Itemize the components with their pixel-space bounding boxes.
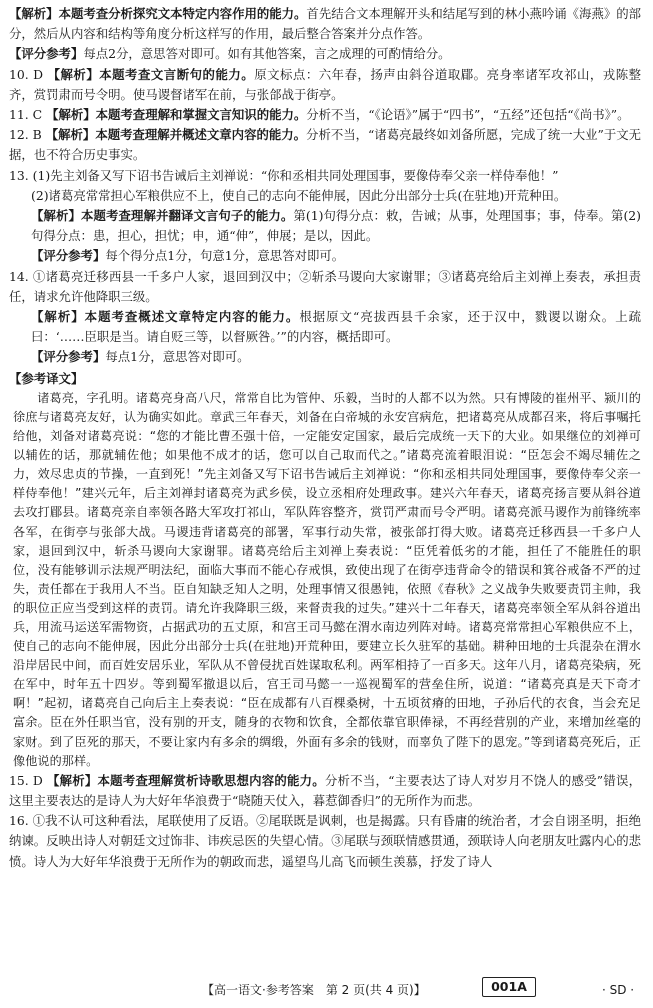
note-tag: 【解析】 [31,208,81,224]
answer-line: 14. ①诸葛亮迁移西县一千多户人家，退回到汉中；②斩杀马谡向大家谢罪；③诸葛亮给后主刘禅上奏表，承担责任，请求允许他降职三级。 [9,268,641,304]
answer-sections-after [9,771,641,872]
note-bold-text: 本题考查理解并翻译文言句子的能力。 [80,208,294,224]
note-bold-text: 本题考查概述文章特定内容的能力。 [84,309,300,325]
answer-note [9,4,641,44]
note-tag: 【解析】 [31,309,85,325]
footer-text: 【高一语文·参考答案 第 2 页(共 4 页)】 [202,983,426,997]
item-bold-text: 本题考查理解和掌握文言知识的能力。 [95,107,307,123]
item-text: 分析不当，“主要表达了诗人对岁月不饶人的感受”错误，这里主要表达的是诗人为大好年华浪费于“晓随天仗入，暮惹御香归”的无所作为而悲。 [9,772,641,808]
note-text: 每点1分，意思答对即可。 [105,349,250,365]
item-text: 分析不当，“《论语》”属于“四书”，“五经”还包括“《尚书》”。 [306,107,630,123]
footer-code-badge: 001A [482,977,536,997]
answer-line: (2)诸葛亮常常担心军粮供应不上，使自己的志向不能伸展，因此分出部分士兵(在驻地)开荒种田。 [31,187,567,203]
answer-line: 16. ①我不认可这种看法，尾联使用了反语。②尾联既是讽刺，也是揭露。只有昏庸的统治者，才会自诩圣明，拒绝纳谏。反映出诗人对朝廷文过饰非、讳疾忌医的失望心情。③尾联与颈联情感贯通，颈联诗人向老朋友吐露内心的悲愤。诗人为大好年华浪费于无所作为的朝政而悲，遥望鸟儿高飞而顿生羡慕，抒发了诗人 [9,813,641,869]
item-bold-text: 本题考查理解并概述文章内容的能力。 [95,127,307,143]
note-text: 每个得分点1分，句意1分，意思答对即可。 [105,248,345,264]
note-tag: 【评分参考】 [31,349,106,365]
item-text: 分析不当，“诸葛亮最终如刘备所愿，完成了统一大业”于文无据，也不符合历史事实。 [9,127,642,163]
item-tag: 【解析】 [45,127,96,143]
item-text: 原文标点：六年春，扬声由斜谷道取郿。亮身率诸军攻祁山，戎陈整齐，赏罚肃而号令明。使马谡督诸军在前，与张郃战于街亭。 [9,66,642,102]
answer-note [9,44,641,64]
answer-note [9,307,641,347]
answer-note [9,347,641,367]
item-number: 12. B [9,127,42,143]
translation-title: 【参考译文】 [9,370,84,386]
note-text: 首先结合文本理解开头和结尾写到的林小燕吟诵《海燕》的部分，然后从内容和结构等角度分析这样写的作用，最后整合答案并分点作答。 [9,6,642,42]
page-footer [0,976,653,1000]
note-tag: 【评分参考】 [31,248,106,264]
item-number: 15. D [9,772,43,788]
note-text: 每点2分，意思答对即可。如有其他答案，言之成理的可酌情给分。 [83,46,451,62]
answer-sections [9,4,641,368]
footer-mark: · SD · [602,983,635,997]
answer-page [9,4,641,872]
answer-item [9,65,641,105]
translation-block [9,389,641,771]
item-tag: 【解析】 [47,772,98,788]
note-bold-text: 本题考查分析探究文本特定内容作用的能力。 [58,6,307,21]
item-number: 11. C [9,107,43,123]
answer-item [9,125,641,165]
answer-item [9,771,641,811]
item-number: 10. D [9,66,44,82]
answer-item [9,105,641,125]
note-text: 根据原文“亮拔西县千余家，还于汉中，戮谡以谢众。上疏曰：‘……臣职是当。请自贬三等，以督厥咎。’”的内容，概括即可。 [31,309,642,345]
item-tag: 【解析】 [46,107,96,123]
answer-note [9,206,641,246]
item-bold-text: 本题考查理解赏析诗歌思想内容的能力。 [97,772,325,788]
answer-line: 13. (1)先主刘备又写下诏书告诫后主刘禅说：“你和丞相共同处理国事，要像侍奉父亲一样侍奉他！” [9,167,559,183]
answer-note [9,246,641,266]
item-bold-text: 本题考查文言断句的能力。 [99,66,255,82]
note-tag: 【解析】 [9,6,59,21]
note-text: 第(1)句得分点：敕，告诫；从事，处理国事；事，侍奉。第(2)句得分点：患，担心，担忧；申，通“伸”，伸展；是以，因此。 [31,208,641,244]
note-tag: 【评分参考】 [9,46,84,62]
item-tag: 【解析】 [47,66,100,82]
translation-text: 诸葛亮，字孔明。诸葛亮身高八尺，常常自比为管仲、乐毅，当时的人都不以为然。只有博陵的崔州平、颍川的徐庶与诸葛亮友好，认为确实如此。章武三年春天，刘备在白帝城的永安宫病危，把诸葛亮从成都召来，将后事嘱托给他，刘备对诸葛亮说：“您的才能比曹丕强十倍，一定能安定国家，最后完成统一天下的大业。如果继位的刘禅可以辅佐的话，那就辅佐他；如果他不成才的话，您可以自己取而代之。”诸葛亮流着眼泪说：“臣怎会不竭尽辅佐之力，效尽忠贞的节操，一直到死！”先主刘备又写下诏书告诫后主刘禅说：“你和丞相共同处理国事，要像侍奉父亲一样侍奉他！”建兴元年，后主刘禅封诸葛亮为武乡侯，设立丞相府处理政事。建兴六年春天，诸葛亮扬言要从斜谷道去攻打郿县。诸葛亮亲自率领各路大军攻打祁山，军队阵容整齐，赏罚严肃而号令严明。诸葛亮派马谡作为前锋统率各军，在街亭与张郃大战。马谡违背诸葛亮的部署，军事行动失常，被张郃打得大败。诸葛亮迁移西县一千多户人家，退回到汉中，斩杀马谡向大家谢罪。诸葛亮给后主刘禅上奏表说：“臣凭着低劣的才能，担任了不能胜任的职位，没有能够训示法规严明法纪，面临大事而不能心存戒惧，致使出现了在街亭违背命令的错误和箕谷戒备不严的过失，责任都在于我用人不当。臣自知缺乏知人之明，处理事情又很愚钝，依照《春秋》之义战争失败要责罚主帅，我的职位正应当受到这样的责罚。请允许我降职三级，来督责我的过失。”建兴十二年春天，诸葛亮率领全军从斜谷道出兵，用流马运送军需物资，占据武功的五丈原，和宫王司马懿在渭水南边列阵对峙。诸葛亮常常担心军粮供应不上，使自己的志向不能伸展，因此分出部分士兵(在驻地)开荒种田，要建立长久驻军的基础。耕种田地的士兵混杂在渭水沿岸居民中间，而百姓安居乐业，军队从不曾侵扰百姓谋取私利。两军相持了一百多天。这年八月，诸葛亮染病，死在军中，时年五十四岁。等到蜀军撤退以后，宫王司马懿一一巡视蜀军的营垒住所，说道：“诸葛亮真是天下奇才啊！”起初，诸葛亮自己向后主上奏表说：“臣在成都有八百棵桑树，十五顷贫瘠的田地，子孙后代的衣食，当会充足富余。臣在外任职当官，没有别的开支，随身的衣物和饮食，全都依靠官职俸禄，不再经营别的产业，来增加丝毫的家财。到了臣死的那天，不要让家内有多余的绸缎，外面有多余的钱财，而辜负了陛下的恩宠。”等到诸葛亮死后，正像他说的那样。 [13,390,641,768]
